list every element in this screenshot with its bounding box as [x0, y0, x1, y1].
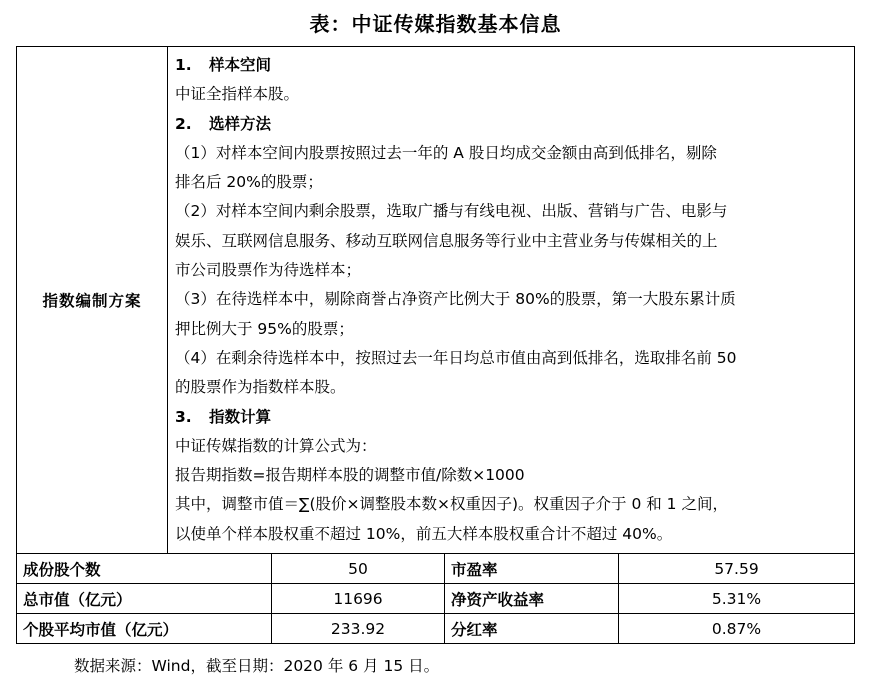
section-text: 以使单个样本股权重不超过 10%，前五大样本股权重合计不超过 40%。 — [175, 524, 673, 543]
index-info-table — [16, 46, 855, 644]
section-text: （3）在待选样本中，剔除商誉占净资产比例大于 80%的股票，第一大股东累计质 — [175, 290, 736, 309]
section-text: 中证全指样本股。 — [175, 85, 300, 104]
table-title: 表：中证传媒指数基本信息 — [309, 12, 562, 36]
stat-value: 11696 — [272, 584, 445, 614]
section-text: 娱乐、互联网信息服务、移动互联网信息服务等行业中主营业务与传媒相关的上 — [175, 231, 718, 250]
stat-label: 成份股个数 — [17, 554, 272, 584]
section-text: （4）在剩余待选样本中，按照过去一年日均总市值由高到低排名，选取排名前 50 — [175, 348, 737, 367]
stat-value: 5.31% — [619, 584, 855, 614]
stat-value: 0.87% — [619, 614, 855, 644]
section-heading: 3. 指数计算 — [175, 407, 272, 426]
section-text: 市公司股票作为待选样本； — [175, 261, 362, 280]
section-text: 押比例大于 95%的股票； — [175, 319, 354, 338]
section-text: 中证传媒指数的计算公式为： — [175, 436, 377, 455]
stat-row — [17, 554, 855, 584]
section-text: （2）对样本空间内剩余股票，选取广播与有线电视、出版、营销与广告、电影与 — [175, 202, 728, 221]
section-text: 排名后 20%的股票； — [175, 173, 323, 192]
section-text: 其中，调整市值＝∑(股价×调整股本数×权重因子)。权重因子介于 0 和 1 之间， — [175, 495, 728, 514]
stat-label: 市盈率 — [445, 554, 619, 584]
section-text: （1）对样本空间内股票按照过去一年的 A 股日均成交金额由高到低排名，剔除 — [175, 143, 717, 162]
stat-label: 个股平均市值（亿元） — [17, 614, 272, 644]
stat-label: 净资产收益率 — [445, 584, 619, 614]
stat-row — [17, 584, 855, 614]
method-row — [17, 47, 855, 554]
method-label: 指数编制方案 — [17, 47, 168, 554]
stat-value: 57.59 — [619, 554, 855, 584]
section-heading: 1. 样本空间 — [175, 56, 272, 74]
stat-label: 总市值（亿元） — [17, 584, 272, 614]
stat-label: 分红率 — [445, 614, 619, 644]
section-text: 的股票作为指数样本股。 — [175, 378, 346, 397]
stat-value: 50 — [272, 554, 445, 584]
method-content — [168, 47, 855, 554]
stat-value: 233.92 — [272, 614, 445, 644]
section-text: 报告期指数=报告期样本股的调整市值/除数×1000 — [175, 466, 525, 485]
source-note: 数据来源：Wind，截至日期：2020 年 6 月 15 日。 — [74, 657, 440, 675]
section-heading: 2. 选样方法 — [175, 114, 272, 133]
stat-row — [17, 614, 855, 644]
